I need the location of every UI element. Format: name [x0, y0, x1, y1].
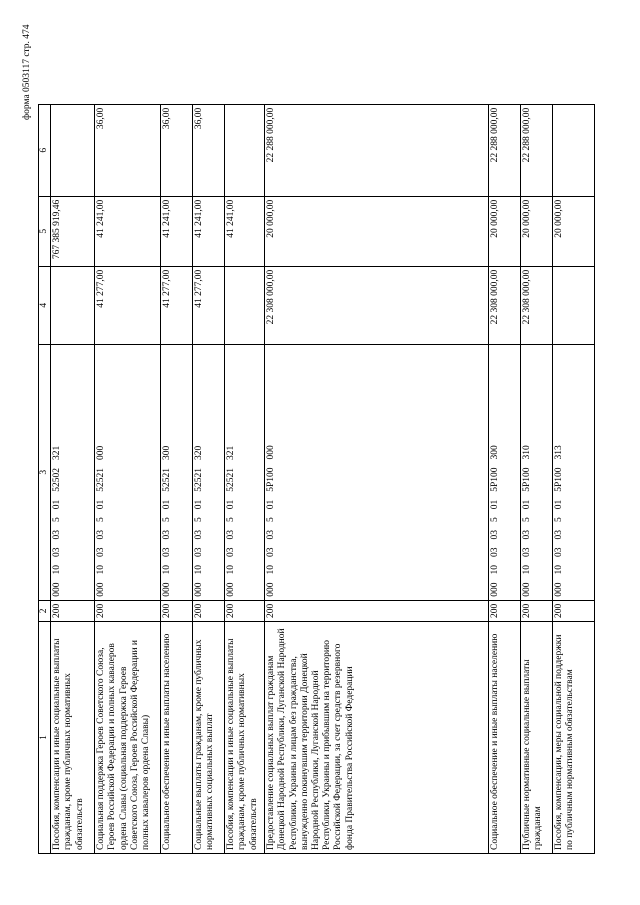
table-row — [489, 104, 521, 853]
header-cell-3: 3 — [39, 344, 51, 600]
table-row — [161, 104, 193, 853]
row-name: Социальное обеспечение и иные выплаты населению — [161, 622, 193, 854]
row-unexecuted: 22 288 000,00 — [521, 104, 553, 196]
row-line-code: 200 — [95, 600, 161, 621]
row-budget-code: 00010030350152502321 — [51, 344, 95, 600]
row-approved — [225, 266, 265, 344]
row-name: Пособия, компенсации и иные социальные выплаты гражданам, кроме публичных нормативных обязательств — [225, 622, 265, 854]
row-unexecuted — [553, 104, 595, 196]
row-executed: 20 000,00 — [265, 196, 489, 266]
table-row — [265, 104, 489, 853]
row-line-code: 200 — [521, 600, 553, 621]
row-unexecuted — [51, 104, 95, 196]
row-line-code: 200 — [553, 600, 595, 621]
row-name: Предоставление социальных выплат гражданам Донецкой Народной Республики, Луганской Народной Республики, Украины и лицам без гражданства, вынужденно покинувшим территории Донецкой Народной Республики, Луганской Народной Республики, Украины и прибывшим на территорию Российской Федерации, за счет средств резервного фонда Правительства Российской Федерации — [265, 622, 489, 854]
row-executed: 20 000,00 — [553, 196, 595, 266]
row-executed: 20 000,00 — [489, 196, 521, 266]
row-executed: 41 241,00 — [95, 196, 161, 266]
header-cell-2: 2 — [39, 600, 51, 621]
row-line-code: 200 — [489, 600, 521, 621]
row-unexecuted: 36,00 — [161, 104, 193, 196]
table-row — [193, 104, 225, 853]
row-unexecuted: 22 288 000,00 — [265, 104, 489, 196]
header-cell-6: 6 — [39, 104, 51, 196]
row-line-code: 200 — [193, 600, 225, 621]
row-budget-code: 00010030350152521000 — [95, 344, 161, 600]
table-row — [95, 104, 161, 853]
row-name: Социальное обеспечение и иные выплаты населению — [489, 622, 521, 854]
table-row — [51, 104, 95, 853]
table-row — [553, 104, 595, 853]
row-budget-code: 0001003035015P100000 — [265, 344, 489, 600]
row-budget-code: 0001003035015P100313 — [553, 344, 595, 600]
row-approved: 41 277,00 — [161, 266, 193, 344]
table-row — [225, 104, 265, 853]
row-name: Социальная поддержка Героев Советского Союза, Героев Российской Федерации и полных кавалеров ордена Славы (социальная поддержка Героев Советского Союза, Героев Российской Федерации и полных кавалеров ордена Славы) — [95, 622, 161, 854]
row-budget-code: 00010030350152521300 — [161, 344, 193, 600]
row-approved — [51, 266, 95, 344]
header-cell-5: 5 — [39, 196, 51, 266]
row-approved: 41 277,00 — [95, 266, 161, 344]
row-budget-code: 00010030350152521321 — [225, 344, 265, 600]
row-line-code: 200 — [51, 600, 95, 621]
row-name: Публичные нормативные социальные выплаты гражданам — [521, 622, 553, 854]
budget-table — [38, 104, 595, 854]
row-approved: 22 308 000,00 — [489, 266, 521, 344]
row-approved: 22 308 000,00 — [265, 266, 489, 344]
row-executed: 41 241,00 — [161, 196, 193, 266]
row-unexecuted: 36,00 — [193, 104, 225, 196]
row-executed: 767 385 919,46 — [51, 196, 95, 266]
row-line-code: 200 — [161, 600, 193, 621]
row-executed: 41 241,00 — [193, 196, 225, 266]
row-budget-code: 0001003035015P100310 — [521, 344, 553, 600]
row-name: Пособия, компенсации и иные социальные выплаты гражданам, кроме публичных нормативных обязательств — [51, 622, 95, 854]
row-budget-code: 0001003035015P100300 — [489, 344, 521, 600]
row-approved — [553, 266, 595, 344]
row-approved: 41 277,00 — [193, 266, 225, 344]
rotated-page — [0, 20, 640, 880]
row-unexecuted — [225, 104, 265, 196]
row-executed: 20 000,00 — [521, 196, 553, 266]
row-name: Пособия, компенсации, меры социальной поддержки по публичным нормативным обязательствам — [553, 622, 595, 854]
row-budget-code: 00010030350152521320 — [193, 344, 225, 600]
row-unexecuted: 36,00 — [95, 104, 161, 196]
form-label: форма 0503117 стр. 474 — [22, 24, 32, 120]
table-row — [521, 104, 553, 853]
row-approved: 22 308 000,00 — [521, 266, 553, 344]
header-row — [39, 104, 51, 853]
header-cell-1: 1 — [39, 622, 51, 854]
row-executed: 41 241,00 — [225, 196, 265, 266]
row-line-code: 200 — [265, 600, 489, 621]
row-unexecuted: 22 288 000,00 — [489, 104, 521, 196]
header-cell-4: 4 — [39, 266, 51, 344]
row-line-code: 200 — [225, 600, 265, 621]
row-name: Социальные выплаты гражданам, кроме публичных нормативных социальных выплат — [193, 622, 225, 854]
